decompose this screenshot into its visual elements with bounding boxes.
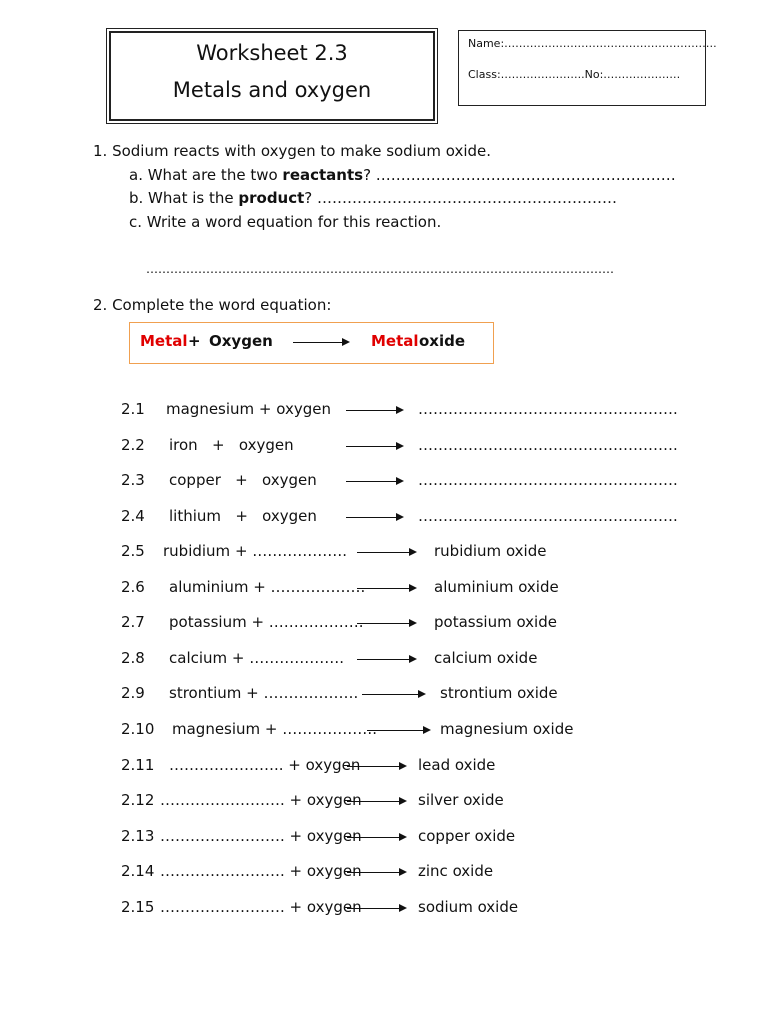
equation-number: 2.15 (121, 898, 155, 916)
worksheet-title: Worksheet 2.3 (196, 41, 348, 65)
equation-reactants: ……………………. + oxygen (160, 862, 362, 880)
equation-number: 2.6 (121, 578, 145, 596)
equation-product: ……………………………………………. (418, 471, 678, 489)
reaction-arrow (367, 730, 429, 731)
q1c: c. Write a word equation for this reaction. (129, 213, 442, 231)
equation-product: zinc oxide (418, 862, 494, 880)
equation-number: 2.8 (121, 649, 145, 667)
reaction-arrow (362, 694, 424, 695)
equation-product: calcium oxide (434, 649, 538, 667)
equation-product: silver oxide (418, 791, 504, 809)
reaction-arrow (357, 659, 415, 660)
title-box (106, 28, 438, 124)
equation-reactants: calcium + ………………. (169, 649, 345, 667)
equation-number: 2.11 (121, 756, 155, 774)
equation-reactants: strontium + ………………. (169, 684, 359, 702)
equation-reactants: magnesium + ………………. (172, 720, 378, 738)
equation-number: 2.7 (121, 613, 145, 631)
equation-number: 2.12 (121, 791, 155, 809)
equation-reactants: rubidium + ………………. (163, 542, 348, 560)
student-info-box (458, 30, 717, 106)
equation-reactants: ……………………. + oxygen (160, 791, 362, 809)
equation-number: 2.3 (121, 471, 145, 489)
equation-number: 2.1 (121, 400, 145, 418)
equation-product: aluminium oxide (434, 578, 559, 596)
equation-number: 2.5 (121, 542, 145, 560)
equation-reactants: copper + oxygen (169, 471, 317, 489)
equation-number: 2.9 (121, 684, 145, 702)
reaction-arrow (347, 837, 405, 838)
q2-stem: 2. Complete the word equation: (93, 296, 332, 314)
q1-stem: 1. Sodium reacts with oxygen to make sodium oxide. (93, 142, 492, 160)
equation-product: strontium oxide (440, 684, 558, 702)
q1b-pre: b. What is the (129, 189, 239, 207)
worksheet-subtitle: Metals and oxygen (172, 78, 372, 102)
eq-oxygen: Oxygen (209, 332, 273, 350)
equation-reactants: ………………….. + oxygen (169, 756, 361, 774)
equation-reactants: potassium + ………………. (169, 613, 364, 631)
equation-product: magnesium oxide (440, 720, 574, 738)
equation-product: ……………………………………………. (418, 436, 678, 454)
equation-reactants: aluminium + ………………. (169, 578, 366, 596)
equation-number: 2.2 (121, 436, 145, 454)
reaction-arrow (357, 552, 415, 553)
eq-arrow (293, 342, 348, 343)
equation-reactants: ……………………. + oxygen (160, 898, 362, 916)
eq-metal2: Metal (371, 332, 419, 350)
q1c-answer-line[interactable]: ……………………………………………………………………………………………………… (146, 262, 614, 276)
equation-reactants: ……………………. + oxygen (160, 827, 362, 845)
equation-reactants: lithium + oxygen (169, 507, 317, 525)
eq-plus: + (188, 332, 201, 350)
equation-product: sodium oxide (418, 898, 519, 916)
eq-oxide: oxide (419, 332, 466, 350)
reaction-arrow (347, 766, 405, 767)
reaction-arrow (347, 872, 405, 873)
equation-product: ……………………………………………. (418, 507, 678, 525)
reaction-arrow (346, 517, 402, 518)
equation-product: rubidium oxide (434, 542, 547, 560)
equation-number: 2.13 (121, 827, 155, 845)
reaction-arrow (347, 801, 405, 802)
q1b-bold: product (238, 189, 305, 207)
reaction-arrow (346, 481, 402, 482)
equation-product: potassium oxide (434, 613, 557, 631)
q1a-bold: reactants (282, 166, 364, 184)
eq-metal: Metal (140, 332, 188, 350)
reaction-arrow (347, 908, 405, 909)
equation-number: 2.14 (121, 862, 155, 880)
reaction-arrow (346, 410, 402, 411)
name-field[interactable]: Name:…………………………………………………. (468, 37, 717, 50)
equation-number: 2.4 (121, 507, 145, 525)
reaction-arrow (357, 588, 415, 589)
reaction-arrow (357, 623, 415, 624)
word-equation-box (129, 322, 494, 364)
class-no-field[interactable]: Class:…………………..No:………………… (468, 68, 681, 81)
reaction-arrow (346, 446, 402, 447)
equation-product: lead oxide (418, 756, 496, 774)
q1a-pre: a. What are the two (129, 166, 283, 184)
equation-number: 2.10 (121, 720, 155, 738)
equation-reactants: magnesium + oxygen (166, 400, 331, 418)
equation-product: copper oxide (418, 827, 516, 845)
q1a[interactable] (129, 166, 676, 184)
equation-reactants: iron + oxygen (169, 436, 294, 454)
q1a-post: ? …………………………………………………… (363, 166, 676, 184)
q1b[interactable] (129, 189, 617, 207)
equation-product: ……………………………………………. (418, 400, 678, 418)
q1b-post: ? …………………………………………………… (304, 189, 618, 207)
